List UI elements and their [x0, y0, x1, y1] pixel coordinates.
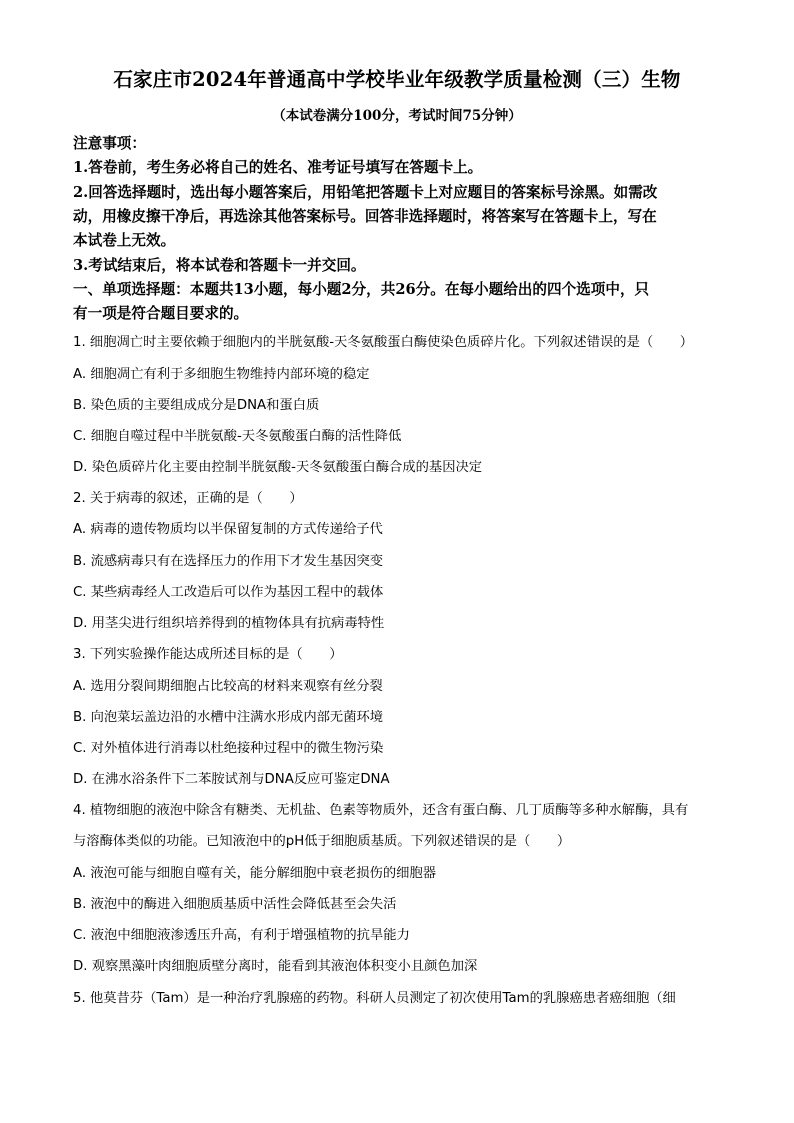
- question-3-option-d: D. 在沸水浴条件下二苯胺试剂与DNA反应可鉴定DNA: [73, 772, 390, 787]
- question-2-option-b: B. 流感病毒只有在选择压力的作用下才发生基因突变: [73, 554, 384, 569]
- question-1-option-b: B. 染色质的主要组成成分是DNA和蛋白质: [73, 398, 320, 413]
- question-1-option-c: C. 细胞自噬过程中半胱氨酸-天冬氨酸蛋白酶的活性降低: [73, 429, 402, 444]
- question-stem-5: 5. 他莫昔芬（Tam）是一种治疗乳腺癌的药物。科研人员测定了初次使用Tam的乳腺癌患者癌细胞（细: [73, 991, 676, 1006]
- question-2-option-a: A. 病毒的遗传物质均以半保留复制的方式传递给子代: [73, 522, 383, 537]
- question-stem-4: 4. 植物细胞的液泡中除含有糖类、无机盐、色素等物质外，还含有蛋白酶、几丁质酶等多种水解酶，具有: [73, 803, 689, 818]
- question-1-option-d: D. 染色质碎片化主要由控制半胱氨酸-天冬氨酸蛋白酶合成的基因决定: [73, 460, 483, 475]
- question-4-option-c: C. 液泡中细胞液渗透压升高，有利于增强植物的抗旱能力: [73, 928, 410, 943]
- question-stem-1: 1. 细胞凋亡时主要依赖于细胞内的半胱氨酸-天冬氨酸蛋白酶使染色质碎片化。下列叙述错误的是（ ）: [73, 335, 694, 350]
- exam-subtitle: （本试卷满分100分，考试时间75分钟）: [272, 108, 522, 124]
- section-heading: 一、单项选择题：本题共13小题，每小题2分，共26分。在每小题给出的四个选项中，只: [73, 281, 650, 298]
- notice-item: 本试卷上无效。: [73, 232, 176, 249]
- question-stem-3: 3. 下列实验操作能达成所述目标的是（ ）: [73, 647, 343, 662]
- question-4-option-d: D. 观察黑藻叶肉细胞质壁分离时，能看到其液泡体积变小且颜色加深: [73, 959, 478, 974]
- notice-heading: 注意事项：: [73, 135, 146, 152]
- question-2-option-d: D. 用茎尖进行组织培养得到的植物体具有抗病毒特性: [73, 616, 385, 631]
- question-4-option-a: A. 液泡可能与细胞自噬有关，能分解细胞中衰老损伤的细胞器: [73, 866, 437, 881]
- question-4-option-b: B. 液泡中的酶进入细胞质基质中活性会降低甚至会失活: [73, 897, 397, 912]
- notice-item: 动，用橡皮擦干净后，再选涂其他答案标号。回答非选择题时，将答案写在答题卡上，写在: [73, 208, 657, 225]
- notice-item: 2.回答选择题时，选出每小题答案后，用铅笔把答题卡上对应题目的答案标号涂黑。如需改: [73, 184, 658, 201]
- notice-item: 3.考试结束后，将本试卷和答题卡一并交回。: [73, 257, 366, 274]
- question-stem-4-cont: 与溶酶体类似的功能。已知液泡中的pH低于细胞质基质。下列叙述错误的是（ ）: [73, 834, 571, 849]
- exam-title: 石家庄市2024年普通高中学校毕业年级教学质量检测（三）生物: [113, 68, 681, 91]
- question-stem-2: 2. 关于病毒的叙述，正确的是（ ）: [73, 491, 303, 506]
- question-3-option-c: C. 对外植体进行消毒以杜绝接种过程中的微生物污染: [73, 741, 384, 756]
- question-2-option-c: C. 某些病毒经人工改造后可以作为基因工程中的载体: [73, 585, 384, 600]
- section-heading: 有一项是符合题目要求的。: [73, 305, 249, 322]
- question-3-option-a: A. 选用分裂间期细胞占比较高的材料来观察有丝分裂: [73, 679, 383, 694]
- notice-item: 1.答卷前，考生务必将自己的姓名、准考证号填写在答题卡上。: [73, 159, 483, 176]
- question-3-option-b: B. 向泡菜坛盖边沿的水槽中注满水形成内部无菌环境: [73, 710, 384, 725]
- question-1-option-a: A. 细胞凋亡有利于多细胞生物维持内部环境的稳定: [73, 367, 370, 382]
